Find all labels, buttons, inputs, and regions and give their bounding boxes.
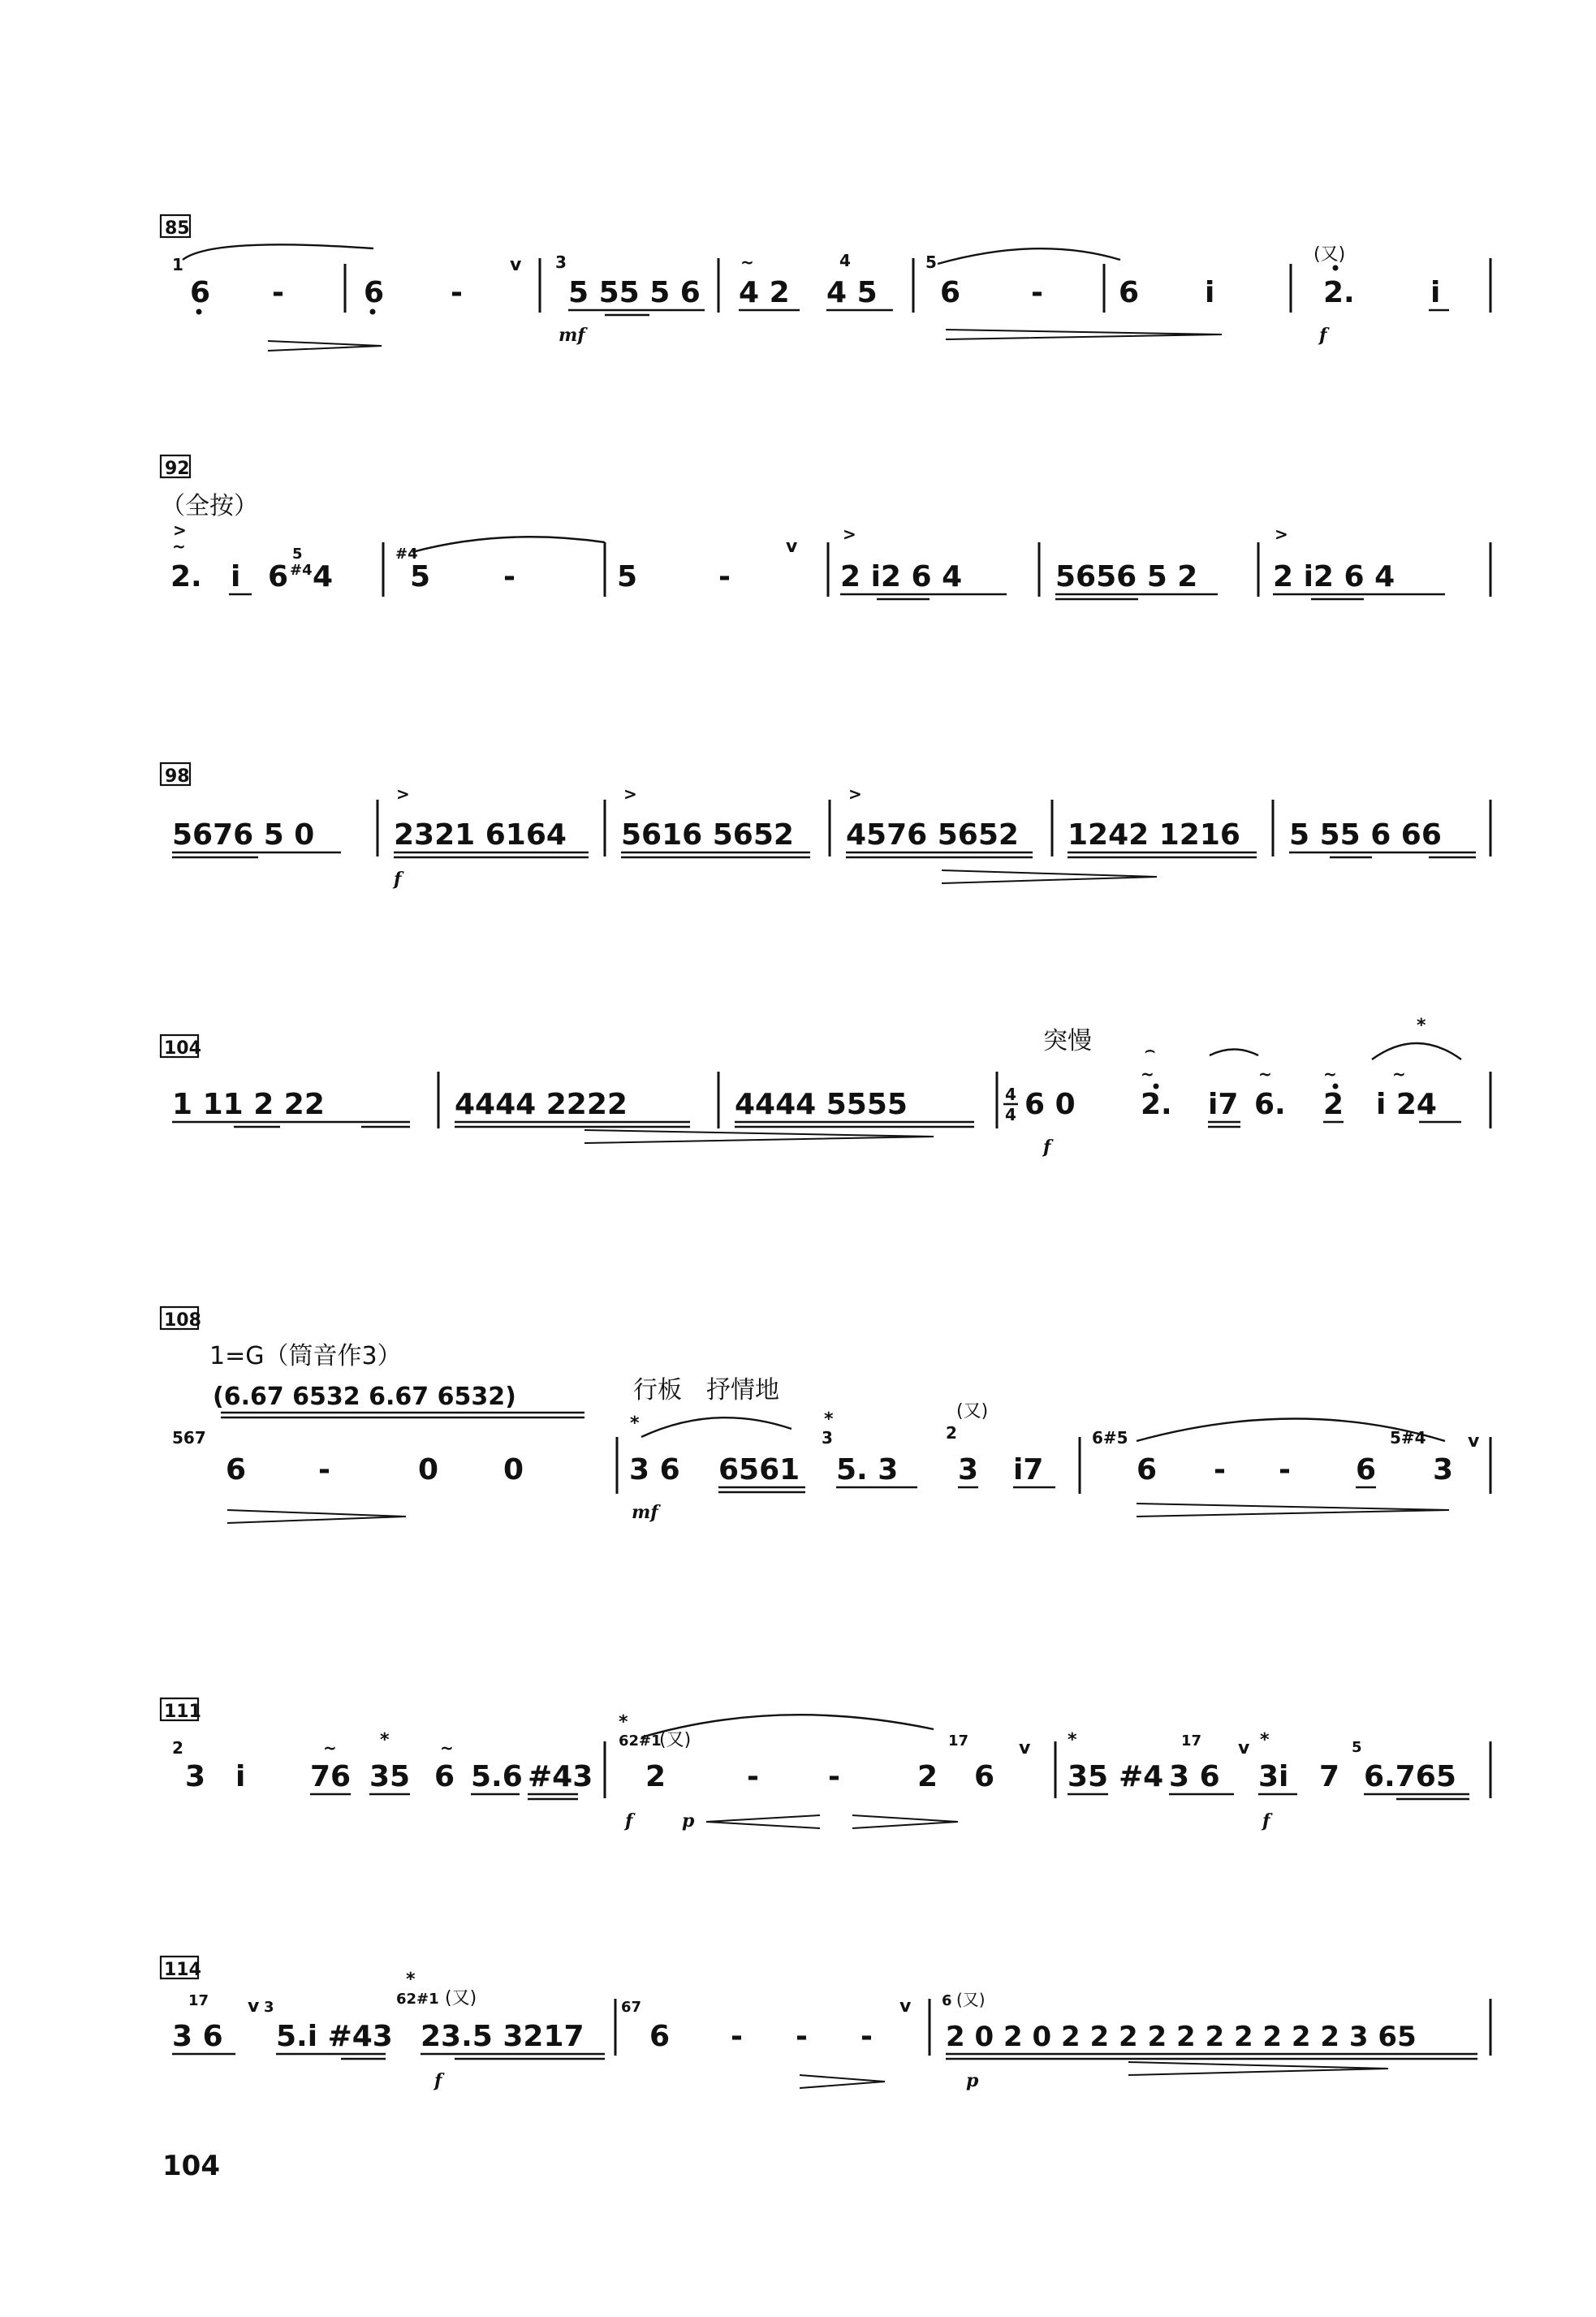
note: 2. xyxy=(1141,1088,1172,1121)
grace-note: 17 xyxy=(948,1732,969,1750)
dynamic-f: f xyxy=(1262,1810,1270,1832)
system-108 xyxy=(161,1307,1490,1523)
note-group: 5 55 5 6 xyxy=(568,276,701,309)
decrescendo xyxy=(584,1130,934,1143)
system-92 xyxy=(161,455,1490,599)
note-group: 35 xyxy=(369,1760,411,1793)
note: 3 xyxy=(1433,1453,1454,1486)
note: 2. xyxy=(170,560,202,593)
accent: > xyxy=(396,784,410,804)
crescendo xyxy=(706,1815,820,1828)
mordent: ~ xyxy=(1258,1064,1272,1084)
breath-mark: v xyxy=(1468,1431,1480,1452)
system-114 xyxy=(161,1957,1490,2091)
page-number: 104 xyxy=(162,2150,220,2182)
note: 2 xyxy=(1323,1088,1344,1121)
slur xyxy=(641,1417,792,1437)
grace-note: 2 xyxy=(172,1738,183,1758)
note: 6 xyxy=(649,2020,671,2053)
dash: - xyxy=(503,560,515,593)
ornament-star: * xyxy=(406,1970,416,1990)
note-group: 5.6 xyxy=(471,1760,523,1793)
note: 3 xyxy=(185,1760,206,1793)
note: #4 xyxy=(1119,1760,1164,1793)
grace-note: 17 xyxy=(1181,1732,1202,1750)
measure-number: 98 xyxy=(165,766,190,787)
fermata: ⌢ xyxy=(1145,1040,1156,1059)
system-104 xyxy=(161,1016,1490,1158)
time-signature: 4 xyxy=(1005,1105,1016,1124)
decrescendo xyxy=(946,330,1222,339)
grace-note: 3 xyxy=(555,252,567,272)
fingering-annotation: (又) xyxy=(659,1730,692,1750)
note-group: 76 xyxy=(310,1760,352,1793)
tie xyxy=(938,248,1120,264)
measure-number: 104 xyxy=(164,1038,201,1059)
note-group: 5676 5 0 xyxy=(172,818,315,852)
note: 3 xyxy=(958,1453,979,1486)
note-group: 4444 2222 xyxy=(455,1088,628,1121)
fingering-annotation: (又) xyxy=(1313,244,1346,265)
grace-note: #4 xyxy=(395,546,418,563)
note-group: 4576 5652 xyxy=(846,818,1019,852)
dash: - xyxy=(718,560,731,593)
ornament-star: * xyxy=(1068,1730,1077,1750)
note-group: 2 i2 6 4 xyxy=(840,560,963,593)
note-group: 5656 5 2 xyxy=(1055,560,1198,593)
note: 6 xyxy=(364,276,385,309)
note: 6 xyxy=(268,560,289,593)
mordent: ~ xyxy=(172,537,186,556)
system-111 xyxy=(161,1698,1490,1832)
measure-number: 114 xyxy=(164,1960,201,1980)
decrescendo xyxy=(1128,2062,1388,2075)
accent: > xyxy=(173,520,187,540)
dash: - xyxy=(828,1760,840,1793)
note-group: 1242 1216 xyxy=(1068,818,1240,852)
breath-mark: v xyxy=(1019,1738,1031,1758)
dynamic-f: f xyxy=(394,869,402,890)
fingering-label: （全按） xyxy=(161,492,258,520)
decrescendo xyxy=(800,2075,885,2088)
grace-note: 567 xyxy=(172,1428,206,1448)
note: i xyxy=(231,560,241,593)
note-group: 1 11 2 22 xyxy=(172,1088,325,1121)
note-group: 23.5 3217 xyxy=(421,2020,584,2053)
note-group: 2 0 2 0 2 2 2 2 2 2 2 2 2 2 3 65 xyxy=(946,2021,1417,2053)
dynamic-f: f xyxy=(1043,1137,1051,1158)
note-group: 4 5 xyxy=(826,276,878,309)
intro-phrase: (6.67 6532 6.67 6532) xyxy=(213,1383,516,1411)
rest: 0 xyxy=(503,1453,524,1486)
mordent: ~ xyxy=(1141,1064,1154,1084)
note-group: #43 xyxy=(528,1760,593,1793)
note-group: 3 6 xyxy=(1169,1760,1220,1793)
dynamic-p: p xyxy=(682,1810,695,1832)
note: 5 xyxy=(410,560,431,593)
slur xyxy=(1372,1043,1461,1059)
mordent: ~ xyxy=(740,252,754,272)
decrescendo xyxy=(268,341,382,351)
system-85 xyxy=(161,215,1490,351)
note-group: 6.765 xyxy=(1364,1760,1456,1793)
note: 6 xyxy=(940,276,961,309)
ornament-star: * xyxy=(1417,1016,1426,1036)
decrescendo xyxy=(852,1815,958,1828)
note: 6 xyxy=(1137,1453,1158,1486)
dash: - xyxy=(451,276,463,309)
dash: - xyxy=(1279,1453,1291,1486)
note: 2. xyxy=(1323,276,1355,309)
grace-note: 3 xyxy=(264,1999,274,2016)
grace-note: 5 xyxy=(925,252,937,272)
decrescendo xyxy=(227,1510,406,1523)
breath-mark: v xyxy=(899,1996,912,2017)
system-98 xyxy=(161,763,1490,890)
breath-mark: v xyxy=(510,255,522,275)
dash: - xyxy=(796,2020,808,2053)
dynamic-f: f xyxy=(434,2070,442,2091)
decrescendo xyxy=(1137,1504,1449,1517)
ornament-star: * xyxy=(380,1730,390,1750)
note: 7 xyxy=(1319,1760,1340,1793)
key-signature: 1=G（筒音作3） xyxy=(209,1342,402,1370)
grace-note: 17 xyxy=(188,1992,209,2009)
ornament-star: * xyxy=(1260,1730,1270,1750)
note-group: 2321 6164 xyxy=(394,818,567,852)
measure-number: 85 xyxy=(165,218,190,239)
note-group: 3i xyxy=(1258,1760,1289,1793)
mordent: ~ xyxy=(440,1738,454,1758)
tempo-marking: 行板 抒情地 xyxy=(633,1376,779,1404)
dynamic-f: f xyxy=(625,1810,633,1832)
grace-note: #4 xyxy=(290,562,313,579)
dash: - xyxy=(318,1453,330,1486)
note: i xyxy=(1430,276,1441,309)
dynamic-p: p xyxy=(966,2070,979,2091)
note: 6 xyxy=(434,1760,455,1793)
tie xyxy=(412,537,605,552)
note: 2 xyxy=(917,1760,938,1793)
grace-note: 1 xyxy=(172,255,183,274)
note-group: 3 6 xyxy=(629,1453,680,1486)
note-group: 5616 5652 xyxy=(621,818,794,852)
measure-number: 108 xyxy=(164,1310,201,1331)
tempo-marking: 突慢 xyxy=(1043,1027,1092,1055)
note: 4 xyxy=(313,560,334,593)
slur xyxy=(1210,1050,1258,1056)
note: 6 xyxy=(1119,276,1140,309)
note: 5 xyxy=(617,560,638,593)
note: 6 xyxy=(190,276,211,309)
note-group: 5 55 6 66 xyxy=(1289,818,1442,852)
mordent: ~ xyxy=(323,1738,337,1758)
note: 2 xyxy=(645,1760,666,1793)
breath-mark: v xyxy=(248,1996,260,2017)
note-group: 3 6 xyxy=(172,2020,223,2053)
note-group: 5.i #43 xyxy=(276,2020,393,2053)
note: 6 xyxy=(974,1760,995,1793)
accent: > xyxy=(1275,524,1288,544)
fingering-annotation: (又) xyxy=(956,1990,986,2009)
grace-note: 5 xyxy=(1352,1739,1362,1756)
grace-note: 3 xyxy=(822,1428,833,1448)
note-group: 5. 3 xyxy=(836,1453,899,1486)
grace-note: 2 xyxy=(946,1423,957,1443)
time-signature: 4 xyxy=(1005,1085,1016,1104)
measure-number: 111 xyxy=(164,1702,201,1722)
grace-note: 62#1 xyxy=(619,1732,662,1750)
dash: - xyxy=(861,2020,873,2053)
dash: - xyxy=(272,276,284,309)
note-group: i7 xyxy=(1013,1453,1044,1486)
tie xyxy=(183,244,373,260)
decrescendo xyxy=(942,870,1157,883)
breath-mark: v xyxy=(1238,1738,1250,1758)
note-group: 4444 5555 xyxy=(735,1088,908,1121)
dynamic-mf: mf xyxy=(559,325,585,346)
note: i xyxy=(235,1760,246,1793)
grace-note: 5 xyxy=(292,546,303,563)
note-group: 35 xyxy=(1068,1760,1109,1793)
note-group: i7 xyxy=(1208,1088,1239,1121)
note: 6 xyxy=(226,1453,247,1486)
note-group: i 24 xyxy=(1376,1088,1437,1121)
note-group: 6 0 xyxy=(1024,1088,1076,1121)
mordent: ~ xyxy=(1392,1064,1406,1084)
dynamic-mf: mf xyxy=(632,1502,658,1523)
grace-note: 6#5 xyxy=(1092,1428,1128,1448)
grace-note: 4 xyxy=(839,251,851,270)
ornament-star: * xyxy=(630,1413,640,1434)
accent: > xyxy=(843,524,856,544)
dash: - xyxy=(731,2020,743,2053)
rest: 0 xyxy=(418,1453,439,1486)
fingering-annotation: (又) xyxy=(956,1401,989,1422)
dash: - xyxy=(747,1760,759,1793)
grace-note: 62#1 xyxy=(396,1991,439,2008)
accent: > xyxy=(848,784,862,804)
accent: > xyxy=(623,784,637,804)
grace-note: 67 xyxy=(621,1999,642,2016)
dash: - xyxy=(1214,1453,1226,1486)
note: 6. xyxy=(1254,1088,1286,1121)
grace-note: 6 xyxy=(942,1992,952,2009)
note-group: 6561 xyxy=(718,1453,800,1486)
note-group: 4 2 xyxy=(739,276,790,309)
fingering-annotation: (又) xyxy=(445,1988,477,2008)
note-group: 2 i2 6 4 xyxy=(1273,560,1395,593)
mordent: ~ xyxy=(1323,1064,1337,1084)
grace-note: 5#4 xyxy=(1390,1428,1426,1448)
breath-mark: v xyxy=(786,537,798,557)
ornament-star: * xyxy=(619,1712,628,1732)
measure-number: 92 xyxy=(165,459,190,479)
dash: - xyxy=(1031,276,1043,309)
note: i xyxy=(1205,276,1215,309)
note: 6 xyxy=(1356,1453,1377,1486)
ornament-star: * xyxy=(824,1409,834,1430)
dynamic-f: f xyxy=(1319,325,1327,346)
